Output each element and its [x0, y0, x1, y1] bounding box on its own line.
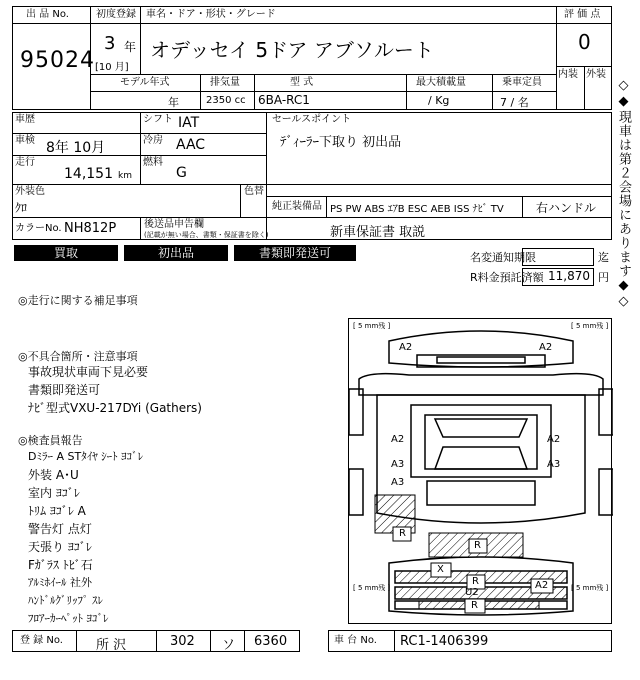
max-load-value: / Kg: [428, 94, 450, 107]
divider: [394, 630, 395, 652]
capacity-value: 7 / 名: [500, 96, 529, 109]
sales-point-label: セールスポイント: [272, 114, 352, 125]
divider: [406, 74, 407, 110]
inspector-line: 天張り ﾖｺﾞﾚ: [28, 540, 92, 554]
location-notice: ◇◆現車は第２会場にあります◆◇: [616, 78, 631, 310]
first-reg-year: 3: [104, 33, 116, 54]
inspector-line: ﾄﾘﾑ ﾖｺﾞﾚ A: [28, 504, 86, 518]
first-reg-label: 初度登録: [96, 9, 136, 20]
later-note: (記載が無い場合、書類・保証書を除く): [144, 231, 269, 239]
deadline-field: [522, 248, 594, 266]
divider: [156, 630, 157, 652]
divider: [240, 184, 241, 217]
defect-line: 事故現状車両下見必要: [28, 365, 149, 379]
divider: [556, 23, 612, 24]
handle-side: 右ハンドル: [536, 201, 597, 215]
damage-mark: A2: [399, 342, 413, 353]
deadline-label: 名変通知期限: [470, 251, 536, 264]
tire-depth-left-top: [ 5 mm残 ]: [353, 322, 391, 330]
damage-mark: A3: [391, 459, 405, 470]
model-year-label: モデル年式: [120, 77, 170, 88]
damage-mark: A3: [547, 459, 561, 470]
divider: [140, 217, 141, 240]
damage-mark: R: [474, 540, 481, 551]
inspector-line: ｱﾙﾐﾎｲｰﾙ 社外: [28, 576, 92, 589]
eval-score: 0: [578, 30, 591, 54]
divider: [12, 133, 266, 134]
exterior-label: 外装: [586, 69, 606, 80]
year-unit: 年: [124, 40, 137, 54]
mileage-label: 走行: [15, 157, 35, 168]
lot-number: 95024: [20, 48, 95, 73]
reg-class: 302: [170, 634, 195, 649]
shift-value: IAT: [178, 115, 200, 131]
divider: [12, 23, 556, 24]
capacity-label: 乗車定員: [502, 77, 542, 88]
tire-depth-right-bottom: [ 5 mm残 ]: [571, 584, 609, 592]
aircon-label: 冷房: [143, 135, 163, 146]
damage-mark: R: [472, 576, 479, 587]
inspector-line: ﾌﾛｱｰｶｰﾍﾟｯﾄ ﾖｺﾞﾚ: [28, 612, 109, 625]
defect-line: 書類即発送可: [28, 383, 101, 397]
inspector-line: 外装 A･U: [28, 468, 79, 482]
chassis-label: 車 台 No.: [334, 635, 377, 646]
type-value: 6BA-RC1: [258, 93, 310, 107]
model-year-unit: 年: [168, 96, 179, 109]
inspector-line: Fｶﾞﾗｽ ﾄﾋﾞ石: [28, 558, 93, 572]
inspector-line: ﾊﾝﾄﾞﾙｸﾞﾘｯﾌﾟ ｽﾚ: [28, 594, 103, 607]
history-label: 車歴: [15, 114, 35, 125]
divider: [90, 74, 556, 75]
damage-mark: R: [471, 600, 478, 611]
divider: [254, 74, 255, 110]
tire-depth-left-bottom: [ 5 mm残 ]: [353, 584, 391, 592]
fuel-label: 燃料: [143, 157, 163, 168]
car-diagram-svg: [349, 319, 613, 625]
divider: [140, 112, 141, 184]
divider: [584, 66, 585, 110]
reg-label: 登 録 No.: [20, 635, 63, 646]
max-load-label: 最大積載量: [416, 77, 466, 88]
sales-point-text: ﾃﾞｨｰﾗｰ下取り 初出品: [280, 135, 402, 150]
recycle-unit: 円: [598, 271, 609, 284]
displacement-value: 2350 cc: [206, 95, 246, 106]
inspector-line: 室内 ﾖｺﾞﾚ: [28, 486, 80, 500]
defect-heading: ◎不具合箇所・注意事項: [18, 350, 138, 363]
fuel-value: G: [176, 165, 187, 181]
reg-kana: ソ: [222, 638, 236, 653]
divider: [492, 74, 493, 110]
deadline-unit: 迄: [598, 251, 609, 264]
divider: [12, 217, 612, 218]
divider: [244, 630, 245, 652]
reg-area: 所 沢: [96, 638, 127, 653]
car-name: オデッセイ 5ドア アブソルート: [150, 38, 434, 62]
color-no-label: カラーNo.: [15, 223, 62, 234]
divider: [266, 196, 612, 197]
damage-mark: U2: [465, 587, 479, 598]
lot-label: 出 品 No.: [26, 9, 69, 20]
divider: [522, 196, 523, 217]
divider: [140, 6, 141, 74]
chassis-number: RC1-1406399: [400, 634, 489, 649]
equipment-label: 純正装備品: [272, 201, 322, 212]
type-label: 型 式: [290, 77, 314, 88]
displacement-label: 排気量: [210, 77, 240, 88]
first-listing-badge: 初出品: [124, 245, 228, 261]
mileage-value: 14,151: [64, 166, 113, 182]
recycle-value: 11,870: [548, 269, 590, 283]
divider: [90, 91, 556, 92]
damage-mark: A3: [391, 477, 405, 488]
inspector-line: 警告灯 点灯: [28, 522, 92, 536]
divider: [200, 74, 201, 110]
divider: [266, 112, 267, 240]
aircon-value: AAC: [176, 137, 206, 153]
mileage-unit: km: [118, 171, 132, 181]
damage-mark: A2: [391, 434, 405, 445]
tire-depth-right-top: [ 5 mm残 ]: [571, 322, 609, 330]
recycle-label: R料金預託済額: [470, 271, 544, 284]
divider: [556, 6, 557, 110]
inspector-line: Dﾐﾗｰ A STﾀｲﾔ ｼｰﾄ ﾖｺﾞﾚ: [28, 450, 144, 463]
warranty-text: 新車保証書 取説: [330, 225, 426, 240]
divider: [210, 630, 211, 652]
damage-mark: A2: [535, 580, 549, 591]
divider: [326, 196, 327, 217]
drive-notes-heading: ◎走行に関する補足事項: [18, 294, 138, 307]
damage-mark: R: [399, 528, 406, 539]
damage-diagram: [348, 318, 612, 624]
car-name-label: 車名・ドア・形状・グレード: [146, 9, 276, 20]
shift-label: シフト: [143, 114, 173, 125]
eval-label: 評 価 点: [564, 9, 601, 20]
later-label: 後送品申告欄: [144, 219, 204, 230]
divider: [76, 630, 77, 652]
reg-number: 6360: [254, 634, 288, 649]
equipment-value: PS PW ABS ｴｱB ESC AEB ISS ﾅﾋﾞ TV: [330, 204, 504, 215]
defect-line: ﾅﾋﾞ型式VXU-217DYi (Gathers): [28, 401, 202, 415]
damage-mark: A2: [539, 342, 553, 353]
damage-mark: X: [437, 564, 444, 575]
first-reg-month: [10 月]: [95, 62, 129, 73]
buy-badge: 買取: [14, 245, 118, 261]
color-change-label: 色替: [244, 186, 264, 197]
inspection-value: 8年 10月: [46, 140, 106, 156]
ext-color-label: 外装色: [15, 186, 45, 197]
color-no-value: NH812P: [64, 221, 117, 236]
docs-ready-badge: 書類即発送可: [234, 245, 356, 261]
damage-mark: A2: [547, 434, 561, 445]
inspector-heading: ◎検査員報告: [18, 434, 83, 447]
ext-color-value: ｸﾛ: [15, 201, 28, 215]
divider: [12, 184, 612, 185]
interior-label: 内装: [558, 69, 578, 80]
inspection-label: 車検: [15, 135, 35, 146]
